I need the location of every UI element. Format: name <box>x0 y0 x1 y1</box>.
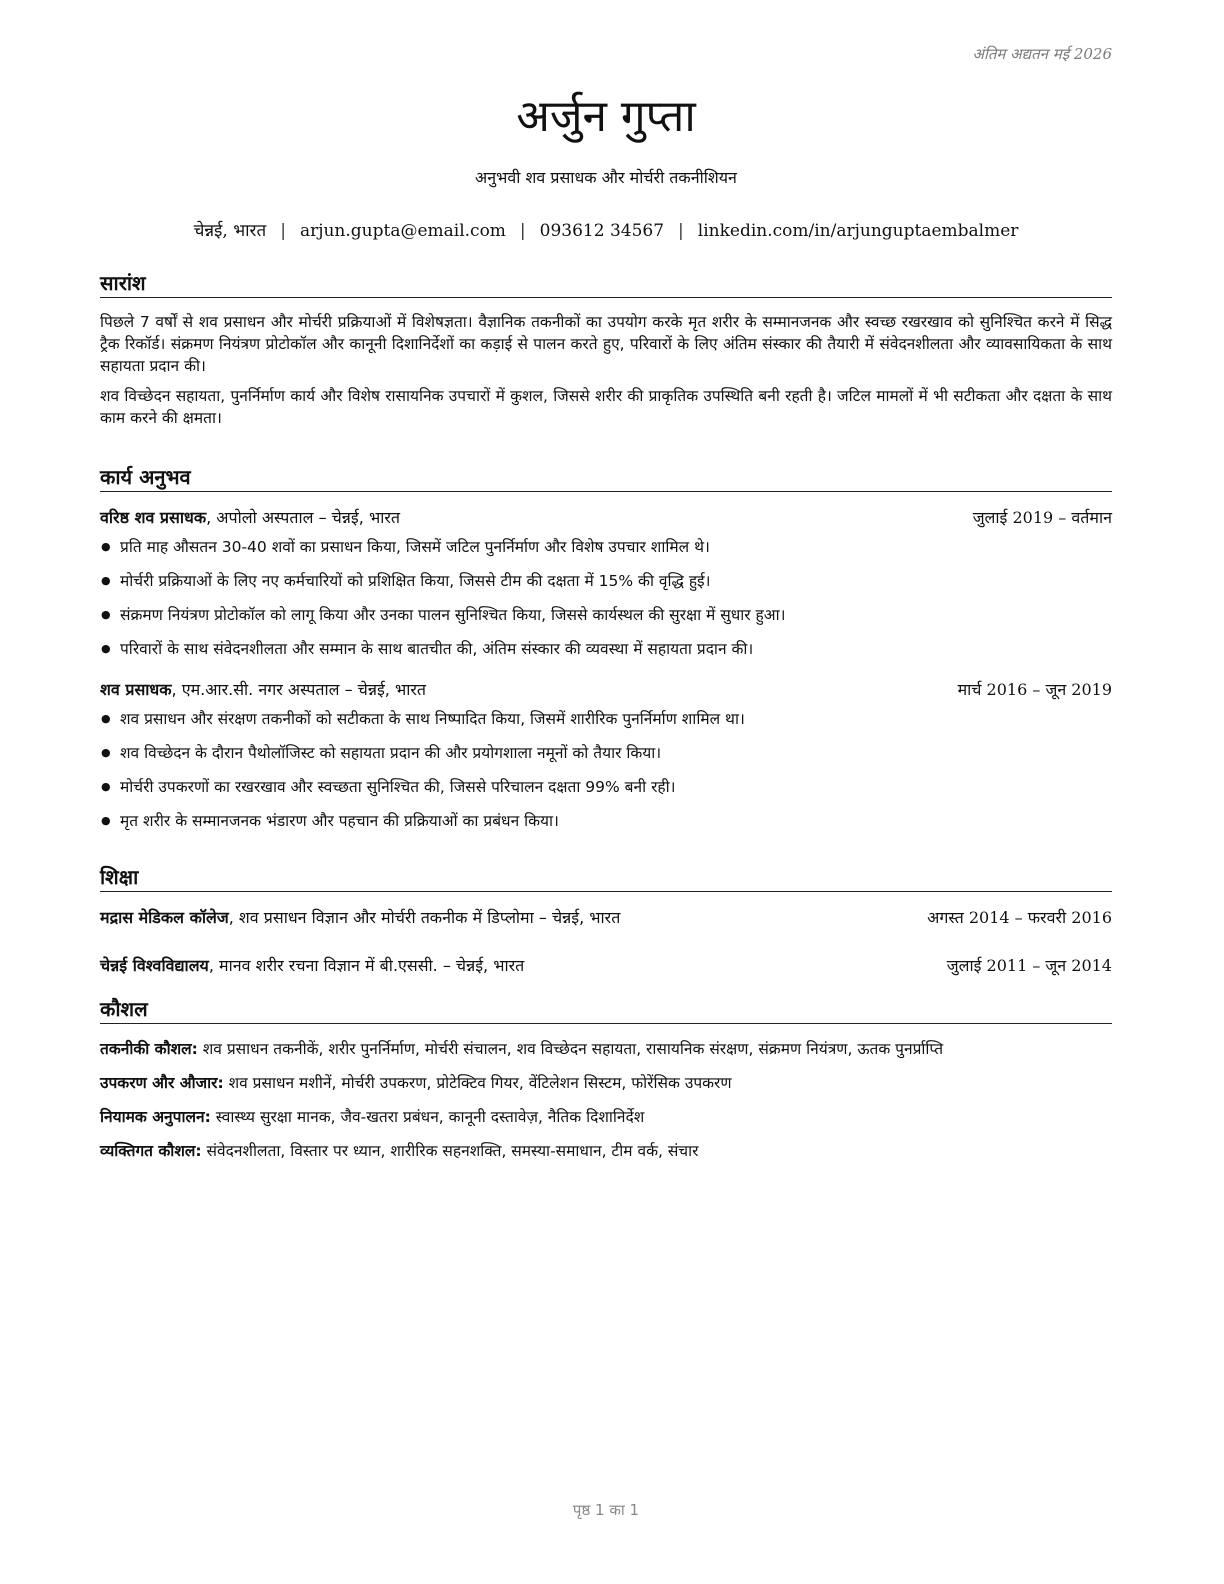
skill-value: शव प्रसाधन तकनीकें, शरीर पुनर्निर्माण, मोर्चरी संचालन, शव विच्छेदन सहायता, रासायनिक संरक्षण, संक्रमण नियंत्रण, ऊतक पुनर्प्राप्ति <box>197 1040 944 1058</box>
contact-separator: | <box>280 221 286 241</box>
job-entry <box>100 505 1112 661</box>
job-header <box>100 677 1112 703</box>
education-detail: , मानव शरीर रचना विज्ञान में बी.एससी. – चेन्नई, भारत <box>208 956 525 975</box>
job-dates: जुलाई 2019 – वर्तमान <box>972 508 1112 527</box>
education-section <box>100 864 1112 979</box>
skill-line <box>100 1037 1112 1061</box>
job-org: , अपोलो अस्पताल – चेन्नई, भारत <box>206 508 401 527</box>
education-dates: अगस्त 2014 – फरवरी 2016 <box>927 908 1112 927</box>
job-bullet: ● संक्रमण नियंत्रण प्रोटोकॉल को लागू किया और उनका पालन सुनिश्चित किया, जिससे कार्यस्थल की सुरक्षा में सुधार हुआ। <box>100 603 1112 627</box>
skill-value: स्वास्थ्य सुरक्षा मानक, जैव-खतरा प्रबंधन, कानूनी दस्तावेज़, नैतिक दिशानिर्देश <box>210 1108 645 1126</box>
tagline: अनुभवी शव प्रसाधक और मोर्चरी तकनीशियन <box>475 168 737 187</box>
job-entry <box>100 677 1112 833</box>
candidate-name: अर्जुन गुप्ता <box>516 91 696 142</box>
resume-page <box>100 0 1112 1584</box>
job-bullets <box>100 535 1112 661</box>
job-role: वरिष्ठ शव प्रसाधक <box>100 508 207 527</box>
contact-separator: | <box>519 221 526 241</box>
contact-separator: | <box>678 221 684 241</box>
job-role: शव प्रसाधक <box>100 680 172 699</box>
skill-label: व्यक्तिगत कौशल: <box>100 1142 202 1160</box>
job-bullet: ● प्रति माह औसतन 30-40 शवों का प्रसाधन किया, जिसमें जटिल पुनर्निर्माण और विशेष उपचार शामिल थे। <box>100 535 1112 559</box>
job-bullet: ● मृत शरीर के सम्मानजनक भंडारण और पहचान की प्रक्रियाओं का प्रबंधन किया। <box>100 809 1112 833</box>
education-detail: , शव प्रसाधन विज्ञान और मोर्चरी तकनीक में डिप्लोमा – चेन्नई, भारत <box>228 908 621 927</box>
skill-line <box>100 1139 1112 1163</box>
summary-section <box>100 270 1112 429</box>
skill-label: तकनीकी कौशल: <box>100 1040 198 1058</box>
skill-value: शव प्रसाधन मशीनें, मोर्चरी उपकरण, प्रोटेक्टिव गियर, वेंटिलेशन सिस्टम, फोरेंसिक उपकरण <box>223 1074 732 1092</box>
summary-paragraph: शव विच्छेदन सहायता, पुनर्निर्माण कार्य और विशेष रासायनिक उपचारों में कुशल, जिससे शरीर की प्राकृतिक उपस्थिति बनी रहती है। जटिल मामलों में भी सटीकता और दक्षता के साथ काम करने की क्षमता। <box>100 387 1112 427</box>
education-dates: जुलाई 2011 – जून 2014 <box>946 956 1112 975</box>
job-bullet: ● मोर्चरी प्रक्रियाओं के लिए नए कर्मचारियों को प्रशिक्षित किया, जिससे टीम की दक्षता में 15% की वृद्धि हुई। <box>100 569 1112 593</box>
skill-label: उपकरण और औजार: <box>100 1074 224 1092</box>
job-bullet: ● शव विच्छेदन के दौरान पैथोलॉजिस्ट को सहायता प्रदान की और प्रयोगशाला नमूनों को तैयार किया। <box>100 741 1112 765</box>
contact-phone[interactable]: 093612 34567 <box>539 221 665 241</box>
job-bullet: ● परिवारों के साथ संवेदनशीलता और सम्मान के साथ बातचीत की, अंतिम संस्कार की व्यवस्था में सहायता प्रदान की। <box>100 637 1112 661</box>
experience-section <box>100 464 1112 843</box>
skill-value: संवेदनशीलता, विस्तार पर ध्यान, शारीरिक सहनशक्ति, समस्या-समाधान, टीम वर्क, संचार <box>201 1142 699 1160</box>
job-bullet: ● मोर्चरी उपकरणों का रखरखाव और स्वच्छता सुनिश्चित की, जिससे परिचालन दक्षता 99% बनी रही। <box>100 775 1112 799</box>
job-header <box>100 505 1112 531</box>
skill-line <box>100 1071 1112 1095</box>
last-updated: अंतिम अद्यतन मई 2026 <box>972 45 1112 63</box>
contact-line <box>100 218 1112 244</box>
section-title: कार्य अनुभव <box>100 464 1112 492</box>
job-bullets <box>100 707 1112 833</box>
contact-email[interactable]: arjun.gupta@email.com <box>299 221 506 241</box>
job-bullet: ● शव प्रसाधन और संरक्षण तकनीकों को सटीकता के साथ निष्पादित किया, जिसमें शारीरिक पुनर्निर्माण शामिल था। <box>100 707 1112 731</box>
education-entry <box>100 905 1112 931</box>
skills-section <box>100 996 1112 1173</box>
education-institution: चेन्नई विश्वविद्यालय <box>100 956 209 975</box>
summary-paragraph: पिछले 7 वर्षों से शव प्रसाधन और मोर्चरी प्रक्रियाओं में विशेषज्ञता। वैज्ञानिक तकनीकों का उपयोग करके मृत शरीर के सम्मानजनक और स्वच्छ रखरखाव को सुनिश्चित करने में सिद्ध ट्रैक रिकॉर्ड। संक्रमण नियंत्रण प्रोटोकॉल और कानूनी दिशानिर्देशों का कड़ाई से पालन करते हुए, परिवारों के लिए अंतिम संस्कार की तैयारी में संवेदनशीलता और व्यावसायिकता के साथ सहायता प्रदान की। <box>100 313 1112 375</box>
job-dates: मार्च 2016 – जून 2019 <box>957 680 1112 699</box>
section-title: सारांश <box>100 270 1112 298</box>
job-org: , एम.आर.सी. नगर अस्पताल – चेन्नई, भारत <box>171 680 427 699</box>
contact-location: चेन्नई, भारत <box>193 221 267 241</box>
skill-label: नियामक अनुपालन: <box>100 1108 211 1126</box>
education-institution: मद्रास मेडिकल कॉलेज <box>100 908 229 927</box>
contact-linkedin[interactable]: linkedin.com/in/arjunguptaembalmer <box>697 221 1019 241</box>
section-title: कौशल <box>100 996 1112 1024</box>
section-title: शिक्षा <box>100 864 1112 892</box>
skill-line <box>100 1105 1112 1129</box>
education-entry <box>100 953 1112 979</box>
page-number: पृष्ठ 1 का 1 <box>572 1501 640 1519</box>
